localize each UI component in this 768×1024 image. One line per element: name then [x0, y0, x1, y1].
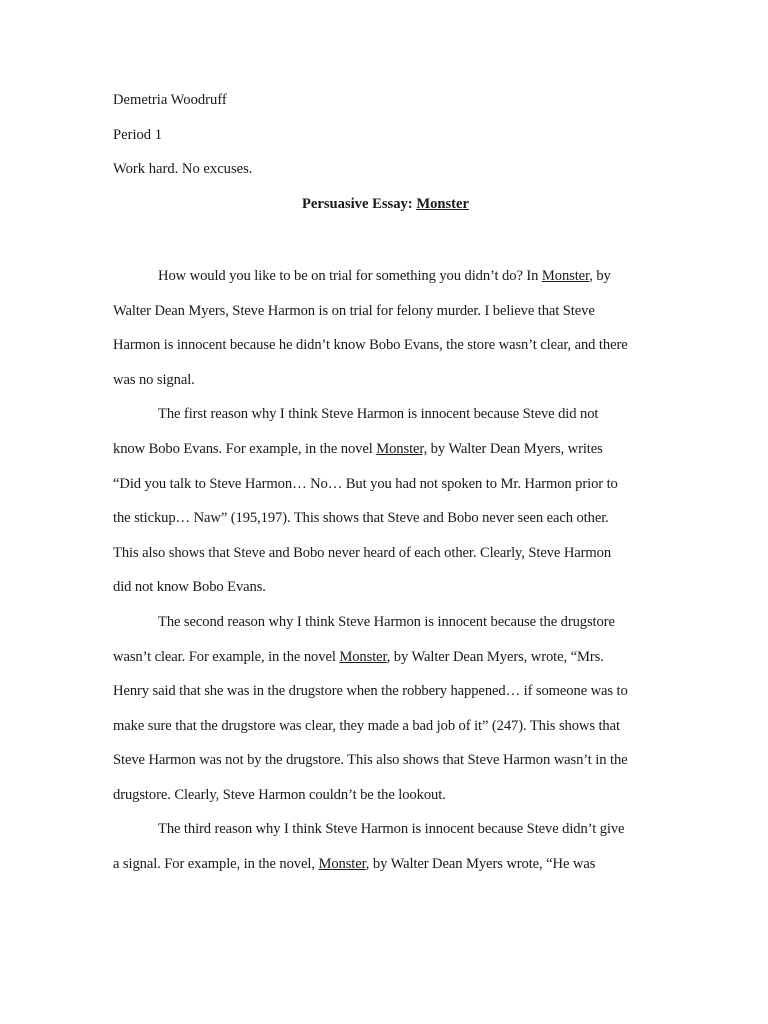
paragraph-line: “Did you talk to Steve Harmon… No… But you had not spoken to Mr. Harmon prior to — [113, 475, 618, 492]
motto: Work hard. No excuses. — [113, 161, 253, 178]
paragraph-line: Steve Harmon was not by the drugstore. This also shows that Steve Harmon wasn’t in the — [113, 752, 628, 769]
body-paragraph — [113, 812, 658, 881]
paragraph-line: The first reason why I think Steve Harmon is innocent because Steve did not — [158, 406, 599, 423]
body-paragraph — [113, 397, 658, 605]
paragraph-line: did not know Bobo Evans. — [113, 579, 266, 596]
paragraph-line: drugstore. Clearly, Steve Harmon couldn’t be the lookout. — [113, 786, 446, 803]
paragraph-line: The third reason why I think Steve Harmon is innocent because Steve didn’t give — [158, 821, 625, 838]
book-title-reference: Monster, — [376, 440, 428, 457]
document-content — [113, 86, 658, 882]
paragraph-line: a signal. For example, in the novel, Monster, by Walter Dean Myers wrote, “He was — [113, 856, 596, 873]
paragraph-line: wasn’t clear. For example, in the novel Monster, by Walter Dean Myers, wrote, “Mrs. — [113, 648, 604, 665]
paragraph-line: Walter Dean Myers, Steve Harmon is on trial for felony murder. I believe that Steve — [113, 302, 595, 319]
paragraph-line: Henry said that she was in the drugstore when the robbery happened… if someone was to — [113, 683, 628, 700]
book-title-reference: Monster — [318, 856, 366, 873]
paragraph-line: Harmon is innocent because he didn’t know Bobo Evans, the store wasn’t clear, and there — [113, 337, 628, 354]
essay-title — [113, 190, 658, 225]
book-title-reference: Monster — [541, 267, 590, 284]
essay-title-prefix: Persuasive Essay: — [301, 195, 417, 212]
paragraph-line: How would you like to be on trial for something you didn’t do? In Monster, by — [158, 267, 611, 284]
paragraph-line: The second reason why I think Steve Harmon is innocent because the drugstore — [158, 613, 615, 630]
essay-body — [113, 259, 658, 882]
title-spacer — [113, 224, 658, 259]
essay-title-book: Monster — [416, 195, 469, 212]
book-title-reference: Monster — [339, 648, 387, 665]
paragraph-line: the stickup… Naw” (195,197). This shows that Steve and Bobo never seen each other. — [113, 510, 609, 527]
body-paragraph — [113, 605, 658, 813]
class-period: Period 1 — [113, 126, 163, 143]
paragraph-line: make sure that the drugstore was clear, they made a bad job of it” (247). This shows that — [113, 717, 620, 734]
paragraph-line: This also shows that Steve and Bobo never heard of each other. Clearly, Steve Harmon — [113, 544, 612, 561]
author-name: Demetria Woodruff — [113, 92, 227, 108]
paragraph-line: know Bobo Evans. For example, in the novel Monster, by Walter Dean Myers, writes — [113, 440, 603, 457]
body-paragraph — [113, 259, 658, 397]
paragraph-line: was no signal. — [113, 371, 195, 388]
